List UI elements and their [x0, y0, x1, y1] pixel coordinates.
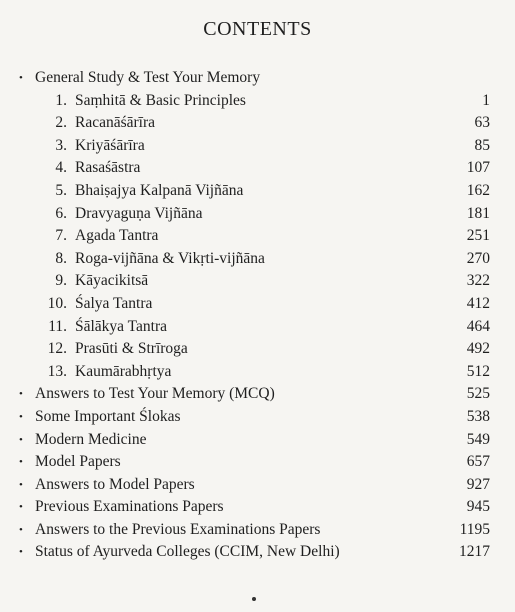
- toc-entry: [0, 496, 515, 519]
- entry-number: 12.: [47, 340, 67, 358]
- entry-label: General Study & Test Your Memory: [35, 69, 261, 86]
- entry-number: 6.: [55, 204, 67, 222]
- entry-number: 10.: [47, 294, 67, 312]
- entry-label: Bhaiṣajya Kalpanā Vijñāna: [75, 181, 244, 199]
- entry-page: 525: [466, 385, 490, 403]
- entry-label: Roga-vijñāna & Vikṛti-vijñāna: [75, 249, 265, 267]
- entry-number: 1.: [55, 91, 67, 109]
- entry-number: 2.: [55, 114, 67, 132]
- entry-page: 107: [466, 159, 490, 177]
- entry-page: 1217: [459, 543, 490, 561]
- entry-page: 1: [482, 91, 490, 109]
- toc-entry: [0, 474, 515, 497]
- entry-page: 538: [466, 407, 490, 425]
- page-title: CONTENTS: [203, 18, 312, 40]
- toc-entry: [0, 429, 515, 452]
- bullet-icon: •: [19, 456, 23, 469]
- toc-subentry: [0, 338, 515, 361]
- entry-page: 85: [474, 136, 490, 154]
- entry-number: 4.: [55, 159, 67, 177]
- toc-subentry: [0, 90, 515, 113]
- entry-page: 322: [466, 272, 490, 290]
- entry-number: 11.: [48, 317, 67, 335]
- toc-subentry: [0, 361, 515, 384]
- bullet-icon: •: [19, 72, 23, 84]
- entry-label: Modern Medicine: [35, 430, 147, 448]
- entry-page: 657: [466, 453, 490, 471]
- entry-label: Kaumārabhṛtya: [75, 362, 172, 380]
- entry-page: 512: [466, 362, 490, 380]
- table-of-contents: [0, 67, 515, 564]
- toc-subentry: [0, 112, 515, 135]
- entry-page: 270: [466, 249, 490, 267]
- entry-number: 13.: [47, 362, 67, 380]
- entry-label: Answers to Test Your Memory (MCQ): [35, 385, 275, 403]
- entry-number: 9.: [55, 272, 67, 290]
- toc-subentry: [0, 135, 515, 158]
- toc-subentry: [0, 225, 515, 248]
- entry-label: Some Important Ślokas: [35, 407, 181, 425]
- entry-number: 5.: [55, 181, 67, 199]
- entry-label: Śālākya Tantra: [75, 317, 168, 335]
- bullet-icon: •: [19, 433, 23, 446]
- bullet-icon: •: [19, 501, 23, 514]
- toc-entry: [0, 541, 515, 564]
- entry-label: Agada Tantra: [75, 227, 159, 245]
- bullet-icon: •: [19, 478, 23, 491]
- entry-page: 162: [466, 181, 490, 199]
- entry-label: Dravyaguṇa Vijñāna: [75, 204, 203, 222]
- toc-entry: [0, 383, 515, 406]
- toc-subentry: [0, 157, 515, 180]
- bullet-icon: •: [19, 410, 23, 423]
- entry-number: 7.: [55, 227, 67, 245]
- toc-entry: [0, 406, 515, 429]
- entry-page: 63: [474, 114, 490, 132]
- toc-subentry: [0, 293, 515, 316]
- entry-label: Previous Examinations Papers: [35, 498, 224, 516]
- entry-label: Status of Ayurveda Colleges (CCIM, New Delhi): [35, 543, 340, 561]
- entry-number: 8.: [55, 249, 67, 267]
- entry-label: Śalya Tantra: [75, 294, 153, 312]
- toc-entry: [0, 519, 515, 542]
- footer-dot: [252, 597, 256, 601]
- toc-subentry: [0, 316, 515, 339]
- entry-page: 927: [466, 475, 490, 493]
- entry-number: 3.: [55, 136, 67, 154]
- entry-label: Answers to the Previous Examinations Papers: [35, 520, 321, 538]
- toc-subentry: [0, 248, 515, 271]
- toc-subentry: [0, 180, 515, 203]
- entry-label: Rasaśāstra: [75, 159, 141, 177]
- bullet-icon: •: [19, 523, 23, 536]
- toc-subentry: [0, 203, 515, 226]
- entry-page: 945: [466, 498, 490, 516]
- bullet-icon: •: [19, 546, 23, 559]
- entry-page: 251: [466, 227, 490, 245]
- entry-label: Prasūti & Strīroga: [75, 340, 188, 358]
- entry-label: Racanāśārīra: [75, 114, 156, 132]
- entry-page: 1195: [459, 520, 490, 538]
- entry-page: 181: [466, 204, 490, 222]
- entry-label: Model Papers: [35, 453, 121, 471]
- toc-subentry: [0, 270, 515, 293]
- entry-page: 492: [466, 340, 490, 358]
- entry-page: 412: [466, 294, 490, 312]
- entry-label: Saṃhitā & Basic Principles: [75, 91, 246, 109]
- entry-label: Answers to Model Papers: [35, 475, 195, 493]
- entry-label: Kāyacikitsā: [75, 272, 149, 290]
- bullet-icon: •: [19, 388, 23, 401]
- toc-entry: [0, 451, 515, 474]
- entry-page: 464: [466, 317, 490, 335]
- toc-entry: [0, 67, 515, 90]
- entry-page: 549: [466, 430, 490, 448]
- entry-label: Kriyāśārīra: [75, 136, 145, 154]
